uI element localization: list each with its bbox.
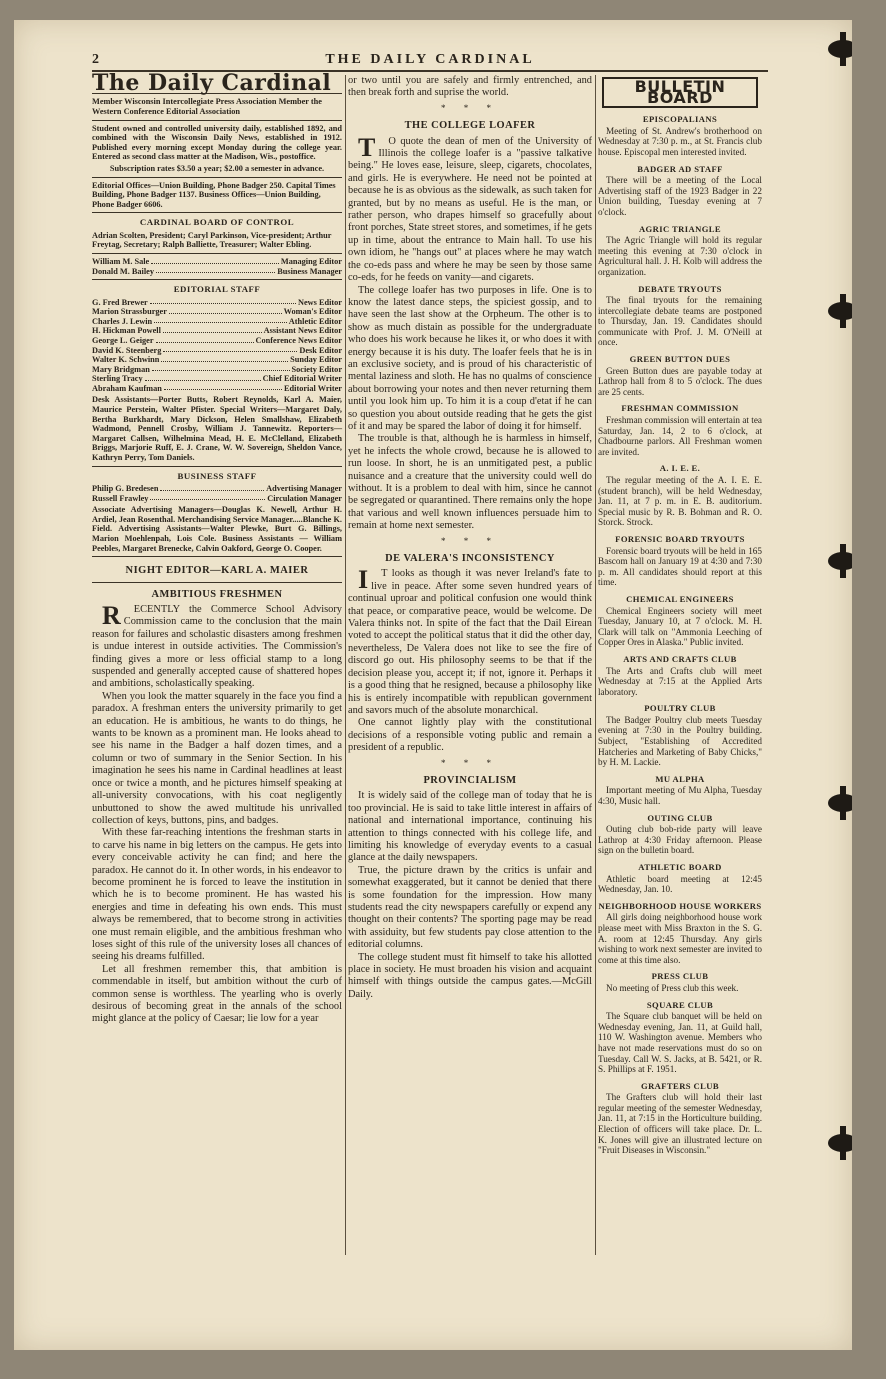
article-title: DE VALERA'S INCONSISTENCY xyxy=(385,553,555,565)
staff-role: News Editor xyxy=(297,297,342,307)
staff-role: Woman's Editor xyxy=(283,307,342,317)
bulletin-item xyxy=(598,971,762,993)
bulletin-heading: FRESHMAN COMMISSION xyxy=(621,403,739,414)
bulletin-item xyxy=(598,463,762,528)
staff-role: Circulation Manager xyxy=(267,493,342,503)
bulletin-heading: AGRIC TRIANGLE xyxy=(638,223,722,234)
bulletin-text: The Grafters club will hold their last regular meeting of the semester Wednesday, Jan. 11, at 7:15 in the Horticulture building. Election of officers will take place. Dr. L. K. Jones will give an illustrated lecture on "Fruit Diseases in Wisconsin." xyxy=(598,1092,762,1156)
bulletin-item xyxy=(598,813,762,856)
bulletin-item xyxy=(598,1081,762,1156)
staff-name: Sterling Tracy xyxy=(92,374,143,384)
bulletin-column xyxy=(598,75,762,1156)
staff-line xyxy=(92,355,342,365)
article-paragraph: IT looks as though it was never Ireland's fate to live in peace. After some seven hundred years of continual uproar and political confusion one would think that peace, or comparative peace, would be welcome. De Valera thinks not. In spite of the fact that the Dail Eirean voted to accept the political status that it did the other day, nevertheless, De Valera does not like to see the fire of discord go out. His philosophy seems to be that if the decision please you, accept it; if not, ignore it. Perhaps it is a good thing that he resigned, because a philosophy like his is entirely incompatible with republican government and savors much of the absolute monarchical. xyxy=(348,565,592,716)
bulletin-text: There will be a meeting of the Local Advertising staff of the 1923 Badger in 22 Union building, Tuesday evening at 7 o'clock. xyxy=(598,175,762,217)
staff-line xyxy=(92,307,342,317)
staff-name: Charles J. Lewin xyxy=(92,316,153,326)
binder-clip xyxy=(828,1134,852,1152)
managers-list xyxy=(92,257,342,276)
bulletin-text: Outing club bob-ride party will leave Lathrop at 4:30 Friday afternoon. Please sign on the bulletin board. xyxy=(598,824,762,856)
bulletin-text: The Agric Triangle will hold its regular meeting this evening at 7:30 o'clock in Agricultural hall. J. H. Kolb will address the organization. xyxy=(598,235,762,277)
bulletin-item xyxy=(598,354,762,397)
subscription-rates: Subscription rates $3.50 a year; $2.00 a semester in advance. xyxy=(109,163,325,173)
article-paragraph: The college student must fit himself to take his allotted place in society. He must broaden his vision and acquaint himself with things outside the campus gates.—McGill Daily. xyxy=(348,951,592,1000)
bulletin-heading: ATHLETIC BOARD xyxy=(638,862,722,872)
bulletin-text: No meeting of Press club this week. xyxy=(606,982,739,993)
staff-role: Desk Editor xyxy=(299,345,342,355)
staff-line xyxy=(92,346,342,356)
bulletin-item xyxy=(598,703,762,768)
bulletin-item xyxy=(598,534,762,588)
bulletin-item xyxy=(598,862,762,895)
bulletin-item xyxy=(598,901,762,966)
staff-line xyxy=(92,326,342,336)
binder-clip xyxy=(828,794,852,812)
staff-role: Editorial Writer xyxy=(284,383,342,393)
bulletin-heading: CHEMICAL ENGINEERS xyxy=(626,593,734,604)
bulletin-item xyxy=(598,1000,762,1075)
article-paragraph: TO quote the dean of men of the University of Illinois the college loafer is a "passive talkative being." He loves ease, leisure, sleep, cigarets, chocolates, and girls. He is everywhere. He need not be pointed at because he is as obvious as the sidewalk, as such taken for granted, but by no means as useful. He is the man, or rather person, who drapes himself so gracefully about front porches, State street stores, and sometimes, if he gets up in time, about the entrance to Main hall. To use his own idiom, he "hangs out" at places where he may watch the co-eds pass and where he may be seen by those same co-eds, for he feeds on vanity—and cigarets. xyxy=(348,132,592,284)
editorial-staff-list xyxy=(92,298,342,394)
binder-clip xyxy=(828,40,852,58)
bulletin-heading: NEIGHBORHOOD HOUSE WORKERS xyxy=(598,900,762,911)
bulletin-text: Forensic board tryouts will be held in 165 Bascom hall on January 19 at 4:30 and 7:30 p. m. All candidates should report at this time. xyxy=(598,545,762,588)
staff-role: Advertising Manager xyxy=(266,484,342,494)
staff-line xyxy=(92,267,342,277)
bulletin-text: The final tryouts for the remaining intercollegiate debate teams are postponed to Thursday, Jan. 19. Candidates should communicate with Prof. J. M. O'Neill at once. xyxy=(598,295,762,348)
article-paragraph: When you look the matter squarely in the face you find a paradox. A freshman enters the university primarily to get an education. He is ambitious, he wants to do things, he wants to be known as a prominent man. He looks ahead to see his name in the Badger a half dozen times, and a column or two of summary in the Senior Section. In his imagination he sees his name in Cardinal headlines at least once or twice a month, and he pictures himself speaking at all-university convocations, with his coat negligently unbuttoned to show the awed multitude his unrivalled collection of keys, buttons, pins, and badges. xyxy=(92,690,342,826)
article-paragraph: Let all freshmen remember this, that ambition is commendable in itself, but ambition without the curb of common sense is worthless. The yearling who is overly desirous of becoming great in the annals of the school might glance at the policy of Caesar; lie low for a year xyxy=(92,963,342,1025)
bulletin-text: Chemical Engineers society will meet Tuesday, January 10, at 7 o'clock. M. H. Clark will talk on "Ammonia Leeching of Copper Ores in Alaska." Public invited. xyxy=(598,605,762,648)
bulletin-heading: FORENSIC BOARD TRYOUTS xyxy=(615,533,745,544)
staff-line xyxy=(92,374,342,384)
staff-name: Walter K. Schwinn xyxy=(92,355,160,365)
staff-role: Conference News Editor xyxy=(255,335,342,345)
article-title: PROVINCIALISM xyxy=(423,774,517,786)
bulletin-heading: GREEN BUTTON DUES xyxy=(629,354,731,365)
bulletin-heading: MU ALPHA xyxy=(655,773,705,784)
article-paragraph: One cannot lightly play with the constitutional decisions of a responsible voting public and remain a president of a republic. xyxy=(348,717,592,754)
masthead: THE DAILY CARDINAL xyxy=(325,52,535,67)
bulletin-item xyxy=(598,114,762,157)
article-paragraph: or two until you are safely and firmly entrenched, and then break forth and suprise the world. xyxy=(348,75,592,99)
article-title: AMBITIOUS FRESHMEN xyxy=(151,588,283,600)
staff-line xyxy=(92,484,342,494)
business-staff-list xyxy=(92,484,342,503)
article-paragraph: RECENTLY the Commerce School Advisory Commission came to the conclusion that the main reason for failures and scholastic disasters among freshmen is undue interest in outside activities. The Commission's finding gives a more or less official stamp to a long suspended and generally accepted cause of shattered hopes and ambitions, scholastically speaking. xyxy=(92,601,342,690)
staff-line xyxy=(92,317,342,327)
bulletin-item xyxy=(598,594,762,648)
staff-name: Russell Frawley xyxy=(92,493,149,503)
newspaper-page xyxy=(14,20,852,1350)
staff-line xyxy=(92,494,342,504)
staff-role: Assistant News Editor xyxy=(263,326,342,336)
staff-role: Athletic Editor xyxy=(288,316,342,326)
board-heading: CARDINAL BOARD OF CONTROL xyxy=(139,217,295,228)
staff-line xyxy=(92,298,342,308)
bulletin-heading: SQUARE CLUB xyxy=(646,999,714,1010)
article-paragraph: True, the picture drawn by the critics is unfair and somewhat exaggerated, but it cannot be denied that there is some foundation for the impression. How many students read the city newspapers carefully or expend any thought on their contents? The sporting page may be read with assiduity, but few students pay close attention to the editorial columns. xyxy=(348,864,592,951)
editorial-staff-heading: EDITORIAL STAFF xyxy=(173,284,261,295)
staff-line xyxy=(92,257,342,267)
column-rule xyxy=(345,75,346,1255)
article-title: THE COLLEGE LOAFER xyxy=(404,120,536,132)
staff-role: Chief Editorial Writer xyxy=(262,374,342,384)
staff-name: H. Hickman Powell xyxy=(92,326,161,336)
staff-name: William M. Sale xyxy=(92,256,150,266)
bulletin-heading: PRESS CLUB xyxy=(651,971,709,982)
staff-role: Sunday Editor xyxy=(290,355,342,365)
bulletin-text: Meeting of St. Andrew's brotherhood on Wednesday at 7:30 p. m., at St. Francis club house. Episcopal men interested invited. xyxy=(598,125,762,157)
article-paragraph: It is widely said of the college man of today that he is too provincial. He is said to take little interest in affairs of national and international importance, continuing his attention to things connected with his college life, and limiting his knowledge of everyday events to a casual glance at the daily newspapers. xyxy=(348,790,592,864)
bulletin-item xyxy=(598,284,762,349)
bulletin-item xyxy=(598,774,762,807)
page-header xyxy=(92,50,768,72)
bulletin-heading: POULTRY CLUB xyxy=(644,703,716,714)
bulletin-heading: A. I. E. E. xyxy=(659,463,701,474)
article-paragraph: The trouble is that, although he is harmless in himself, yet he infects the whole crowd, because he is allowed to run loose. In short, he is an unmitigated pest, a public nuisance and a creature that the university could well do without. It is a problem to deal with him, since he cannot be segregated or quarantined. There remains only the hope that various and well known influences persuade him to remain at home next semester. xyxy=(348,433,592,532)
staff-role: Business Manager xyxy=(277,266,342,276)
staff-role: Society Editor xyxy=(291,364,342,374)
binder-clip xyxy=(828,302,852,320)
staff-role: Managing Editor xyxy=(280,256,342,266)
separator-stars: * * * xyxy=(441,535,499,546)
bulletin-heading: BADGER AD STAFF xyxy=(637,163,723,174)
staff-name: David K. Steenberg xyxy=(92,345,162,355)
article-paragraph: The college loafer has two purposes in life. One is to know the latest dance steps, the spiciest gossip, and to have seen the last show at the Orpheum. The other is to show as much distain as possible for the undergraduate who does his work because he likes it, or who does it with energy because it is his duty. The loafer feels that he is in an exclusive society, and is proud of his characteristic of mental laziness and sloth. He has no qualms of conscience about borrowing your notes and then never returning them until you look him up. To him it is a coup d'etat if he can so question you about outside reading that he gets the gist of it and may be spared the labor of doing it for himself. xyxy=(348,284,592,432)
staff-name: Mary Bridgman xyxy=(92,364,150,374)
staff-line xyxy=(92,384,342,394)
staff-name: George L. Geiger xyxy=(92,335,154,345)
bulletin-heading: EPISCOPALIANS xyxy=(642,114,718,125)
bulletin-text: The regular meeting of the A. I. E. E. (student branch), will be held Wednesday, Jan. 11, at 7 p. m. in E. B. auditorium. Special music by R. B. Bohman and R. O. Storck. Strock. xyxy=(598,475,762,528)
bulletin-text: Athletic board meeting at 12:45 Wednesday, Jan. 10. xyxy=(598,873,762,895)
page-number: 2 xyxy=(92,52,99,67)
night-editor: NIGHT EDITOR—KARL A. MAIER xyxy=(125,565,309,577)
bulletin-board-title: BULLETIN BOARD xyxy=(602,77,758,108)
bulletin-text: The Arts and Crafts club will meet Wednesday at 7:15 at the Applied Arts laboratory. xyxy=(598,665,762,697)
bulletin-heading: ARTS AND CRAFTS CLUB xyxy=(623,653,737,664)
article-paragraph: With these far-reaching intentions the freshman starts in to carve his name in big letters on the campus. He gets into every conceivable activity he can find; and here the paradox. He cannot do it. In other words, in his endeavor to become prominent he is forced to leave the institution in which he is to become prominent. He has wasted his energies and time in defeating his own ends. This must always be remembered, that to become strong in activities one must remain eligible, and the ambitious freshman who loses sight of this rule of the university loses all chances of seeing his dreams fulfilled. xyxy=(92,827,342,963)
bulletin-list xyxy=(598,114,762,1156)
editorial-column xyxy=(348,75,592,1001)
bulletin-heading: GRAFTERS CLUB xyxy=(640,1080,720,1091)
staff-name: Donald M. Bailey xyxy=(92,266,154,276)
separator-stars: * * * xyxy=(441,757,499,768)
bulletin-text: The Badger Poultry club meets Tuesday evening at 7:30 in the Poultry building. Subject, "Establishing of Accredited Hatcheries and Marketing of Baby Chicks," by H. M. Lackie. xyxy=(598,714,762,768)
staff-line xyxy=(92,336,342,346)
bulletin-text: Green Button dues are payable today at Lathrop hall from 8 to 5 o'clock. The dues are 25 cents. xyxy=(598,365,762,397)
staff-name: Philip G. Bredesen xyxy=(92,484,159,494)
bulletin-item xyxy=(598,224,762,278)
paper-logo: The Daily Cardinal xyxy=(92,70,332,96)
bulletin-item xyxy=(598,654,762,697)
bulletin-heading: DEBATE TRYOUTS xyxy=(638,283,722,294)
staff-name: Abraham Kaufman xyxy=(92,383,162,393)
editorial-staff-extra: Desk Assistants—Porter Butts, Robert Reynolds, Karl A. Maier, Maurice Perstein, Walter Pfister. Special Writers—Margaret Daly, Bertha Burkhardt, Mary Dickson, Helen Smallshaw, Elizabeth Wadmond, Pennell Crosby, William J. Tannewitz. Reporters—Margaret Callsen, Wilhelmina Mead, H. E. McClelland, Elizabeth Briggs, Marjorie Ruff, E. J. Crane, W. W. Sovereign, Sheldon Vance, Kathryn Perry, Tom Daniels. xyxy=(92,395,342,463)
separator-stars: * * * xyxy=(441,102,499,113)
bulletin-text: Important meeting of Mu Alpha, Tuesday 4:30, Music hall. xyxy=(598,785,762,807)
bulletin-item xyxy=(598,403,762,457)
editorial-column xyxy=(92,70,342,1026)
membership: Member Wisconsin Intercollegiate Press Association Member the Western Conference Editorial Association xyxy=(92,97,322,116)
business-staff-heading: BUSINESS STAFF xyxy=(177,470,257,481)
binder-clip xyxy=(828,552,852,570)
bulletin-text: All girls doing neighborhood house work please meet with Miss Braxton in the S. G. A. room at 12:45 Thursday. Any girls wishing to work next semester are invited to come at this time also. xyxy=(598,912,762,965)
bulletin-text: The Square club banquet will be held on Wednesday evening, Jan. 11, at Guild hall, 110 W. Washington avenue. Members who have not made reservations must do so on Tuesday. Call W. S. Jacks, at B. 5421, or R. S. Phillips at F. 1951. xyxy=(598,1011,762,1075)
staff-name: Marion Strassburger xyxy=(92,307,167,317)
about-text: Student owned and controlled university daily, established 1892, and combined with the Wisconsin Daily News, established in 1912. Published every morning except Monday during the college year. Entered as second class matter at the Madison, Wis., postoffice. xyxy=(92,123,342,162)
bulletin-text: Freshman commission will entertain at tea Saturday, Jan. 14, 2 to 6 o'clock, at Chadbourne parlors. All Freshman women are invited. xyxy=(598,415,762,457)
staff-line xyxy=(92,365,342,375)
column-rule xyxy=(595,75,596,1255)
business-staff-extra: Associate Advertising Managers—Douglas K. Newell, Arthur H. Ardiel, Jean Rosenthal. Merchandising Service Manager.....Blanche K. Field. Advertising Assistants—Walter Plewke, Burt G. Billings, Marion Moehlenpah, Lois Cole. Business Assistants — William Peebles, Margaret Brenecke, Calvin Oakford, George O. Cooper. xyxy=(92,505,342,553)
bulletin-item xyxy=(598,164,762,218)
board-members: Adrian Scolten, President; Caryl Parkinson, Vice-president; Arthur Freytag, Secretary; Ralph Balliette, Treasurer; Walter Ebling. xyxy=(92,230,332,250)
office-info: Editorial Offices—Union Building, Phone Badger 250. Capital Times Building, Phone Badger 1137. Business Offices—Union Building, Phone Badger 6606. xyxy=(92,180,336,209)
bulletin-heading: OUTING CLUB xyxy=(647,812,713,823)
staff-name: G. Fred Brewer xyxy=(92,297,148,307)
